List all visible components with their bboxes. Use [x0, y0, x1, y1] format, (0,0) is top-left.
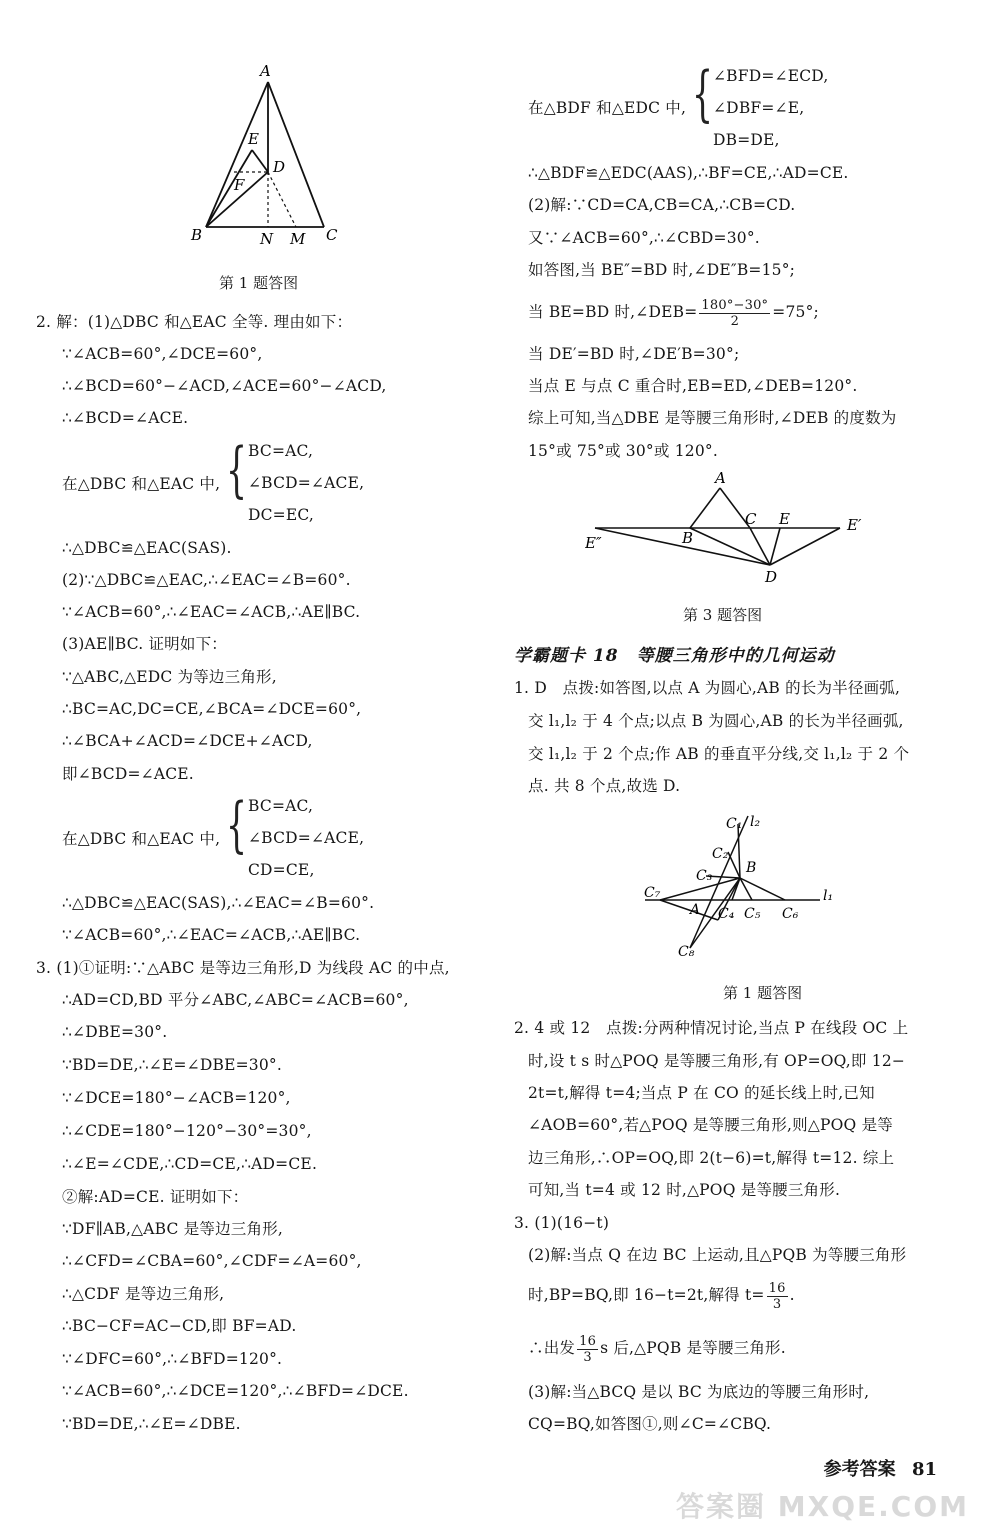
text-line: 点. 共 8 个点,故选 D.: [528, 777, 681, 795]
text-line: ∴∠CFD=∠CBA=60°,∠CDF=∠A=60°,: [62, 1252, 362, 1270]
label-E: E: [779, 510, 790, 528]
label-A: A: [690, 902, 701, 918]
label-B: B: [746, 860, 757, 876]
text-segment: ∴出发: [528, 1339, 576, 1357]
text-line: 1. D 点拨:如答图,以点 A 为圆心,AB 的长为半径画弧,: [514, 679, 901, 697]
text-line: (2)解:当点 Q 在边 BC 上运动,且△PQB 为等腰三角形: [528, 1246, 907, 1264]
text-line: ∵∠DFC=60°,∴∠BFD=120°.: [62, 1350, 283, 1368]
text-line: [528, 1333, 786, 1365]
section-title: 学霸题卡 18 等腰三角形中的几何运动: [514, 646, 835, 666]
label-C2: C₂: [712, 846, 729, 862]
label-F: F: [234, 176, 245, 194]
text-line: ∵∠ACB=60°,∠DCE=60°,: [62, 345, 263, 363]
label-l1: l₁: [823, 888, 834, 904]
page-footer: [824, 1455, 937, 1481]
text-line: ∠DBF=∠E,: [713, 99, 805, 117]
label-C5: C₅: [744, 906, 761, 922]
text-line: ∵△ABC,△EDC 为等边三角形,: [62, 668, 277, 686]
figure-3-caption: 第 3 题答图: [683, 606, 763, 624]
label-A: A: [260, 62, 271, 80]
text-line: ∠AOB=60°,若△POQ 是等腰三角形,则△POQ 是等: [528, 1116, 893, 1134]
text-line: ∵∠ACB=60°,∴∠EAC=∠ACB,∴AE∥BC.: [62, 603, 361, 621]
label-C8: C₈: [678, 944, 695, 960]
text-line: CQ=BQ,如答图①,则∠C=∠CBQ.: [528, 1415, 772, 1433]
label-C7: C₇: [644, 885, 661, 901]
text-line: 在△DBC 和△EAC 中,: [62, 830, 221, 848]
label-C4: C₄: [718, 906, 735, 922]
label-C1: C₁: [726, 816, 743, 832]
text-line: ∴∠E=∠CDE,∴CD=CE,∴AD=CE.: [62, 1155, 318, 1173]
text-line: ∴△DBC≌△EAC(SAS).: [62, 539, 232, 557]
text-line: 又∵∠ACB=60°,∴∠CBD=30°.: [528, 229, 760, 247]
text-line: DC=EC,: [248, 506, 315, 524]
fraction-denominator: 3: [772, 1296, 782, 1312]
fraction: [767, 1281, 788, 1312]
text-line: 15°或 75°或 30°或 120°.: [528, 442, 718, 460]
text-line: 2t=t,解得 t=4;当点 P 在 CO 的延长线上时,已知: [528, 1084, 875, 1102]
text-line: 可知,当 t=4 或 12 时,△POQ 是等腰三角形.: [528, 1181, 841, 1199]
text-line: ∵∠DCE=180°−∠ACB=120°,: [62, 1089, 291, 1107]
text-line: ∵BD=DE,∴∠E=∠DBE.: [62, 1415, 241, 1433]
fraction-denominator: 2: [730, 313, 740, 329]
label-D: D: [765, 568, 778, 586]
text-line: 当点 E 与点 C 重合时,EB=ED,∠DEB=120°.: [528, 377, 858, 395]
text-line: 综上可知,当△DBE 是等腰三角形时,∠DEB 的度数为: [528, 409, 897, 427]
label-E-prime: E′: [847, 516, 862, 534]
label-l2: l₂: [750, 814, 761, 830]
text-line: DB=DE,: [713, 131, 780, 149]
text-line: ②解:AD=CE. 证明如下：: [62, 1188, 249, 1206]
text-segment: 当 BE=BD 时,∠DEB=: [528, 303, 698, 321]
text-line: 即∠BCD=∠ACE.: [62, 765, 194, 783]
figure-1-diagram: [186, 62, 386, 252]
text-line: 如答图,当 BE″=BD 时,∠DE″B=15°;: [528, 261, 796, 279]
text-line: 当 DE′=BD 时,∠DE′B=30°;: [528, 345, 740, 363]
text-line: 时,BP=BQ,即 16−t=2t,解得 t= $\frac{16}{3}$ .: [528, 1280, 795, 1312]
figure-3-diagram: [585, 470, 885, 595]
brace: {: [226, 790, 248, 860]
brace: {: [226, 435, 248, 505]
text-segment: =75°;: [772, 303, 819, 321]
fraction: [577, 1334, 598, 1365]
text-line: ∠BFD=∠ECD,: [713, 67, 829, 85]
text-line: (2)∵△DBC≌△EAC,∴∠EAC=∠B=60°.: [62, 571, 351, 589]
text-line: 在△DBC 和△EAC 中,: [62, 475, 221, 493]
label-E-double-prime: E″: [585, 534, 602, 552]
text-line: 边三角形,∴OP=OQ,即 2(t−6)=t,解得 t=12. 综上: [528, 1149, 895, 1167]
label-M: M: [290, 230, 306, 248]
label-B: B: [191, 226, 203, 244]
fraction-denominator: 3: [583, 1349, 592, 1365]
label-C3: C₃: [696, 868, 713, 884]
text-line: ∴BC=AC,DC=CE,∠BCA=∠DCE=60°,: [62, 700, 362, 718]
text-line: 3. (1)①证明:∵△ABC 是等边三角形,D 为线段 AC 的中点,: [36, 959, 450, 977]
text-line: 3. (1)(16−t): [514, 1214, 610, 1232]
label-B: B: [682, 529, 694, 547]
footer-label: 参考答案: [823, 1459, 896, 1480]
text-line: (3)AE∥BC. 证明如下：: [62, 635, 227, 653]
text-line: 在△BDF 和△EDC 中,: [528, 99, 687, 117]
label-E: E: [248, 130, 259, 148]
text-line: ∵BD=DE,∴∠E=∠DBE=30°.: [62, 1056, 282, 1074]
label-C: C: [326, 226, 338, 244]
text-line: ∵∠ACB=60°,∴∠DCE=120°,∴∠BFD=∠DCE.: [62, 1382, 409, 1400]
fraction-numerator: 16: [768, 1280, 786, 1296]
text-line: ∴∠BCA+∠ACD=∠DCE+∠ACD,: [62, 732, 313, 750]
text-line: (2)解:∵CD=CA,CB=CA,∴CB=CD.: [528, 196, 796, 214]
text-line: 交 l₁,l₂ 于 2 个点;作 AB 的垂直平分线,交 l₁,l₂ 于 2 个: [528, 745, 910, 763]
text-segment: s 后,△PQB 是等腰三角形.: [600, 1339, 786, 1357]
label-A: A: [715, 470, 726, 487]
text-line: ∴△BDF≌△EDC(AAS),∴BF=CE,∴AD=CE.: [528, 164, 849, 182]
text-line: 时,设 t s 时△POQ 是等腰三角形,有 OP=OQ,即 12−: [528, 1052, 906, 1070]
text-line: CD=CE,: [248, 861, 315, 879]
text-line: (3)解:当△BCQ 是以 BC 为底边的等腰三角形时,: [528, 1383, 870, 1401]
fraction-numerator: 180°−30°: [701, 297, 769, 313]
fraction: [699, 298, 770, 329]
figure-1-caption: 第 1 题答图: [219, 274, 299, 292]
label-D: D: [273, 158, 286, 176]
fraction-numerator: 16: [579, 1333, 597, 1349]
text-line: 交 l₁,l₂ 于 4 个点;以点 B 为圆心,AB 的长为半径画弧,: [528, 712, 904, 730]
figure-1-right-diagram: [640, 808, 850, 968]
text-line: 2. 解：(1)△DBC 和△EAC 全等. 理由如下：: [36, 313, 353, 331]
label-C6: C₆: [782, 906, 799, 922]
text-line: ∴AD=CD,BD 平分∠ABC,∠ABC=∠ACB=60°,: [62, 991, 409, 1009]
text-line: [528, 297, 819, 329]
label-C: C: [745, 510, 757, 528]
text-segment: 时,BP=BQ,即 16−t=2t,解得 t=: [528, 1286, 765, 1304]
text-line: ∵DF∥AB,△ABC 是等边三角形,: [62, 1220, 284, 1238]
brace: {: [692, 59, 714, 129]
text-line: ∴BC−CF=AC−CD,即 BF=AD.: [62, 1317, 297, 1335]
text-line: BC=AC,: [248, 442, 314, 460]
text-line: ∠BCD=∠ACE,: [248, 474, 365, 492]
text-line: ∵∠ACB=60°,∴∠EAC=∠ACB,∴AE∥BC.: [62, 926, 361, 944]
text-line: BC=AC,: [248, 797, 314, 815]
text-line: ∴∠DBE=30°.: [62, 1023, 168, 1041]
text-line: ∴∠BCD=∠ACE.: [62, 409, 189, 427]
text-line: ∴△CDF 是等边三角形,: [62, 1285, 225, 1303]
text-line: ∴∠CDE=180°−120°−30°=30°,: [62, 1122, 312, 1140]
text-line: ∠BCD=∠ACE,: [248, 829, 365, 847]
watermark-logo: 答案圈 MXQE.COM: [676, 1490, 969, 1523]
figure-1-right-caption: 第 1 题答图: [723, 984, 803, 1002]
text-line: ∴△DBC≌△EAC(SAS),∴∠EAC=∠B=60°.: [62, 894, 375, 912]
label-N: N: [260, 230, 274, 248]
text-line: ∴∠BCD=60°−∠ACD,∠ACE=60°−∠ACD,: [62, 377, 387, 395]
text-line: 2. 4 或 12 点拨:分两种情况讨论,当点 P 在线段 OC 上: [514, 1019, 909, 1037]
page-number: 81: [911, 1459, 937, 1480]
